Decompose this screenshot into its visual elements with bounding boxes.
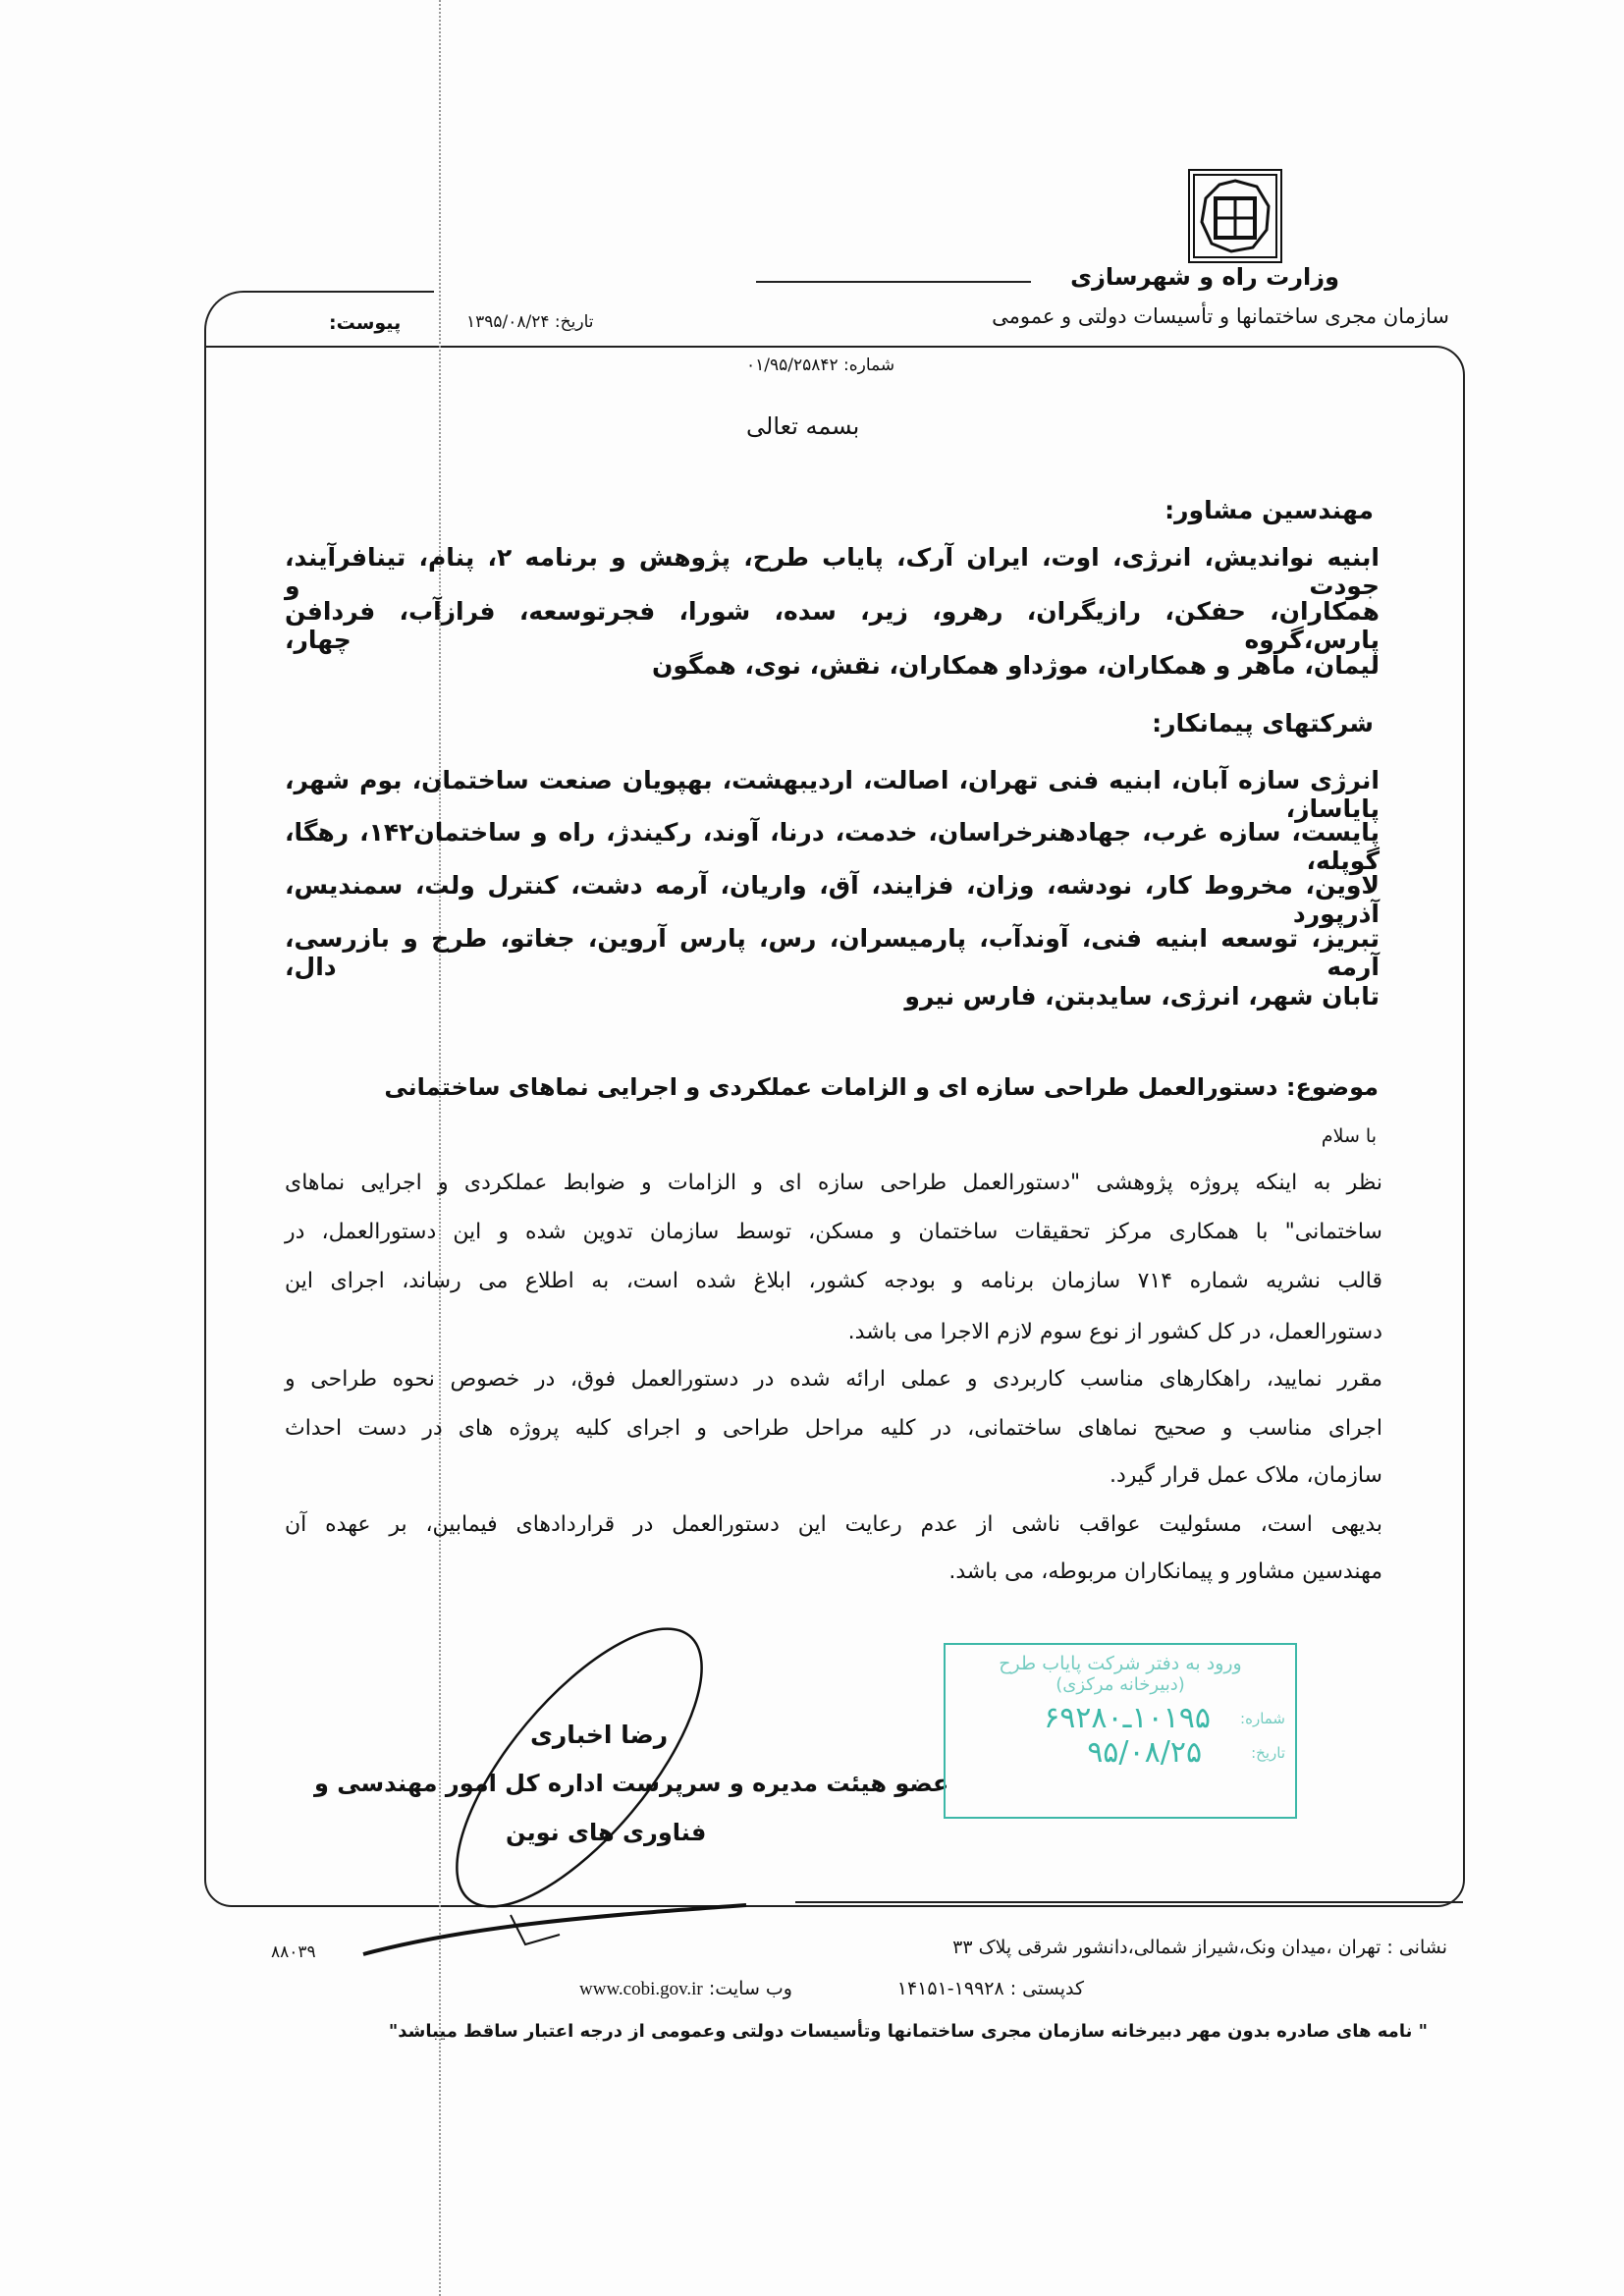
handwritten-signature: [353, 1620, 815, 1964]
letter-number: [746, 355, 894, 375]
paragraph-line: ساختمانی" با همکاری مرکز تحقیقات ساختمان و مسکن، توسط سازمان تدوین شده و این دستورالعمل، در: [285, 1220, 1382, 1244]
consultants-heading: مهندسین مشاور:: [1164, 496, 1374, 524]
contractors-line: تابان شهر، انرژی، سایدبتن، فارس نیرو: [904, 982, 1380, 1011]
ministry-name: وزارت راه و شهرسازی: [1070, 263, 1339, 291]
stamp-number-value: ۱۰۱۹۵ـ۶۹۲۸۰: [1044, 1701, 1212, 1735]
paragraph-line: قالب نشریه شماره ۷۱۴ سازمان برنامه و بودجه کشور، ابلاغ شده است، به اطلاع می رساند، اجرای این: [285, 1269, 1382, 1293]
letter-date: [466, 312, 593, 332]
consultants-line: همکاران، حفکن، رازیگران، رهرو، زیر، سده، شورا، فجرتوسعه، فرازآب، فردافن پارس،گروه چهار،: [285, 597, 1380, 654]
date-label: تاریخ:: [554, 312, 594, 332]
organization-name: سازمان مجری ساختمانها و تأسیسات دولتی و عمومی: [992, 304, 1449, 328]
contractors-heading: شرکتهای پیمانکار:: [1152, 709, 1374, 738]
ministry-logo: [1188, 169, 1282, 263]
subject-line: موضوع: دستورالعمل طراحی سازه ای و الزامات عملکردی و اجرایی نماهای ساختمانی: [384, 1073, 1379, 1101]
number-label: شماره:: [843, 355, 895, 375]
greeting: با سلام: [1321, 1125, 1377, 1147]
website-label: وب سایت:: [708, 1978, 792, 1999]
stamp-subtitle: (دبیرخانه مرکزی): [1056, 1674, 1185, 1695]
header-rule: [756, 281, 1031, 283]
footer-postal-code: کدپستی : ۱۹۹۲۸-۱۴۱۵۱: [896, 1978, 1084, 1999]
consultants-line: لیمان، ماهر و همکاران، موژداو همکاران، نقش، نوی، همگون: [652, 651, 1380, 680]
number-value: ۰۱/۹۵/۲۵۸۴۲: [746, 355, 839, 375]
paragraph-line: سازمان، ملاک عمل قرار گیرد.: [1109, 1463, 1382, 1488]
website-link[interactable]: www.cobi.gov.ir: [579, 1979, 703, 1999]
footer-rule: [795, 1901, 1463, 1903]
invocation: بسمه تعالی: [746, 412, 860, 440]
contractors-line: پایست، سازه غرب، جهادهنرخراسان، خدمت، درنا، آوند، رکیندژ، راه و ساختمان۱۴۲، رهگا، گوپله،: [285, 818, 1380, 875]
contractors-line: تبریز، توسعه ابنیه فنی، آوندآب، پارمیسران، رس، پارس آروین، جغاتو، طرح و بازرسی، آرمه دال،: [285, 924, 1380, 981]
consultants-line: ابنیه نواندیش، انرژی، اوت، ایران آرک، پایاب طرح، پژوهش و برنامه ۲، پنام، تینافرآیند، جودت و: [285, 543, 1380, 600]
signatory-title: فناوری های نوین: [506, 1819, 707, 1846]
stamp-date-value: ۹۵/۰۸/۲۵: [1087, 1735, 1203, 1770]
date-value: ۱۳۹۵/۰۸/۲۴: [466, 312, 550, 332]
paragraph-line: اجرای مناسب و صحیح نماهای ساختمانی، در کلیه مراحل طراحی و اجرای کلیه پروژه های در دست احداث: [285, 1416, 1382, 1441]
footer-address: نشانی : تهران ،میدان ونک،شیراز شمالی،دانشور شرقی پلاک ۳۳: [952, 1937, 1447, 1958]
footer-validity-note: " نامه های صادره بدون مهر دبیرخانه سازمان مجری ساختمانها وتأسیسات دولتی وعمومی از درجه اعتبار ساقط میباشد": [388, 2021, 1428, 2042]
contractors-line: لاوین، مخروط کار، نودشه، وزان، فزایند، آق، واریان، آرمه دشت، کنترل ولت، سمندیس، آذرپورد: [285, 871, 1380, 928]
signatory-name: رضا اخباری: [530, 1721, 669, 1749]
contractors-line: انرژی سازه آبان، ابنیه فنی تهران، اصالت، اردیبهشت، بهپویان صنعت ساختمان، بوم شهر، پایاساز،: [285, 766, 1380, 823]
paragraph-line: مقرر نمایید، راهکارهای مناسب کاربردی و عملی ارائه شده در دستورالعمل فوق، در خصوص نحوه طراحی و: [285, 1367, 1382, 1392]
paragraph-line: نظر به اینکه پروژه پژوهشی "دستورالعمل طراحی سازه ای و الزامات و ضوابط عملکردی و اجرایی نماهای: [285, 1171, 1382, 1195]
attachment-label: پیوست:: [329, 312, 402, 334]
footer-code: ۸۸۰۳۹: [271, 1942, 316, 1962]
paragraph-line: بدیهی است، مسئولیت عواقب ناشی از عدم رعایت این دستورالعمل در قراردادهای فیمابین، بر عهده آن: [285, 1512, 1382, 1537]
received-stamp: [944, 1643, 1297, 1819]
paragraph-line: مهندسین مشاور و پیمانکاران مربوطه، می باشد.: [948, 1559, 1382, 1584]
signatory-title: عضو هیئت مدیره و سرپرست اداره کل امور مهندسی و: [314, 1770, 949, 1797]
stamp-date-label: تاریخ:: [1251, 1743, 1285, 1762]
stamp-number-label: شماره:: [1240, 1709, 1285, 1727]
footer-website: [579, 1978, 792, 2000]
stamp-title: ورود به دفتر شرکت پایاب طرح: [999, 1653, 1242, 1674]
paragraph-line: دستورالعمل، در کل کشور از نوع سوم لازم الاجرا می باشد.: [847, 1320, 1382, 1344]
